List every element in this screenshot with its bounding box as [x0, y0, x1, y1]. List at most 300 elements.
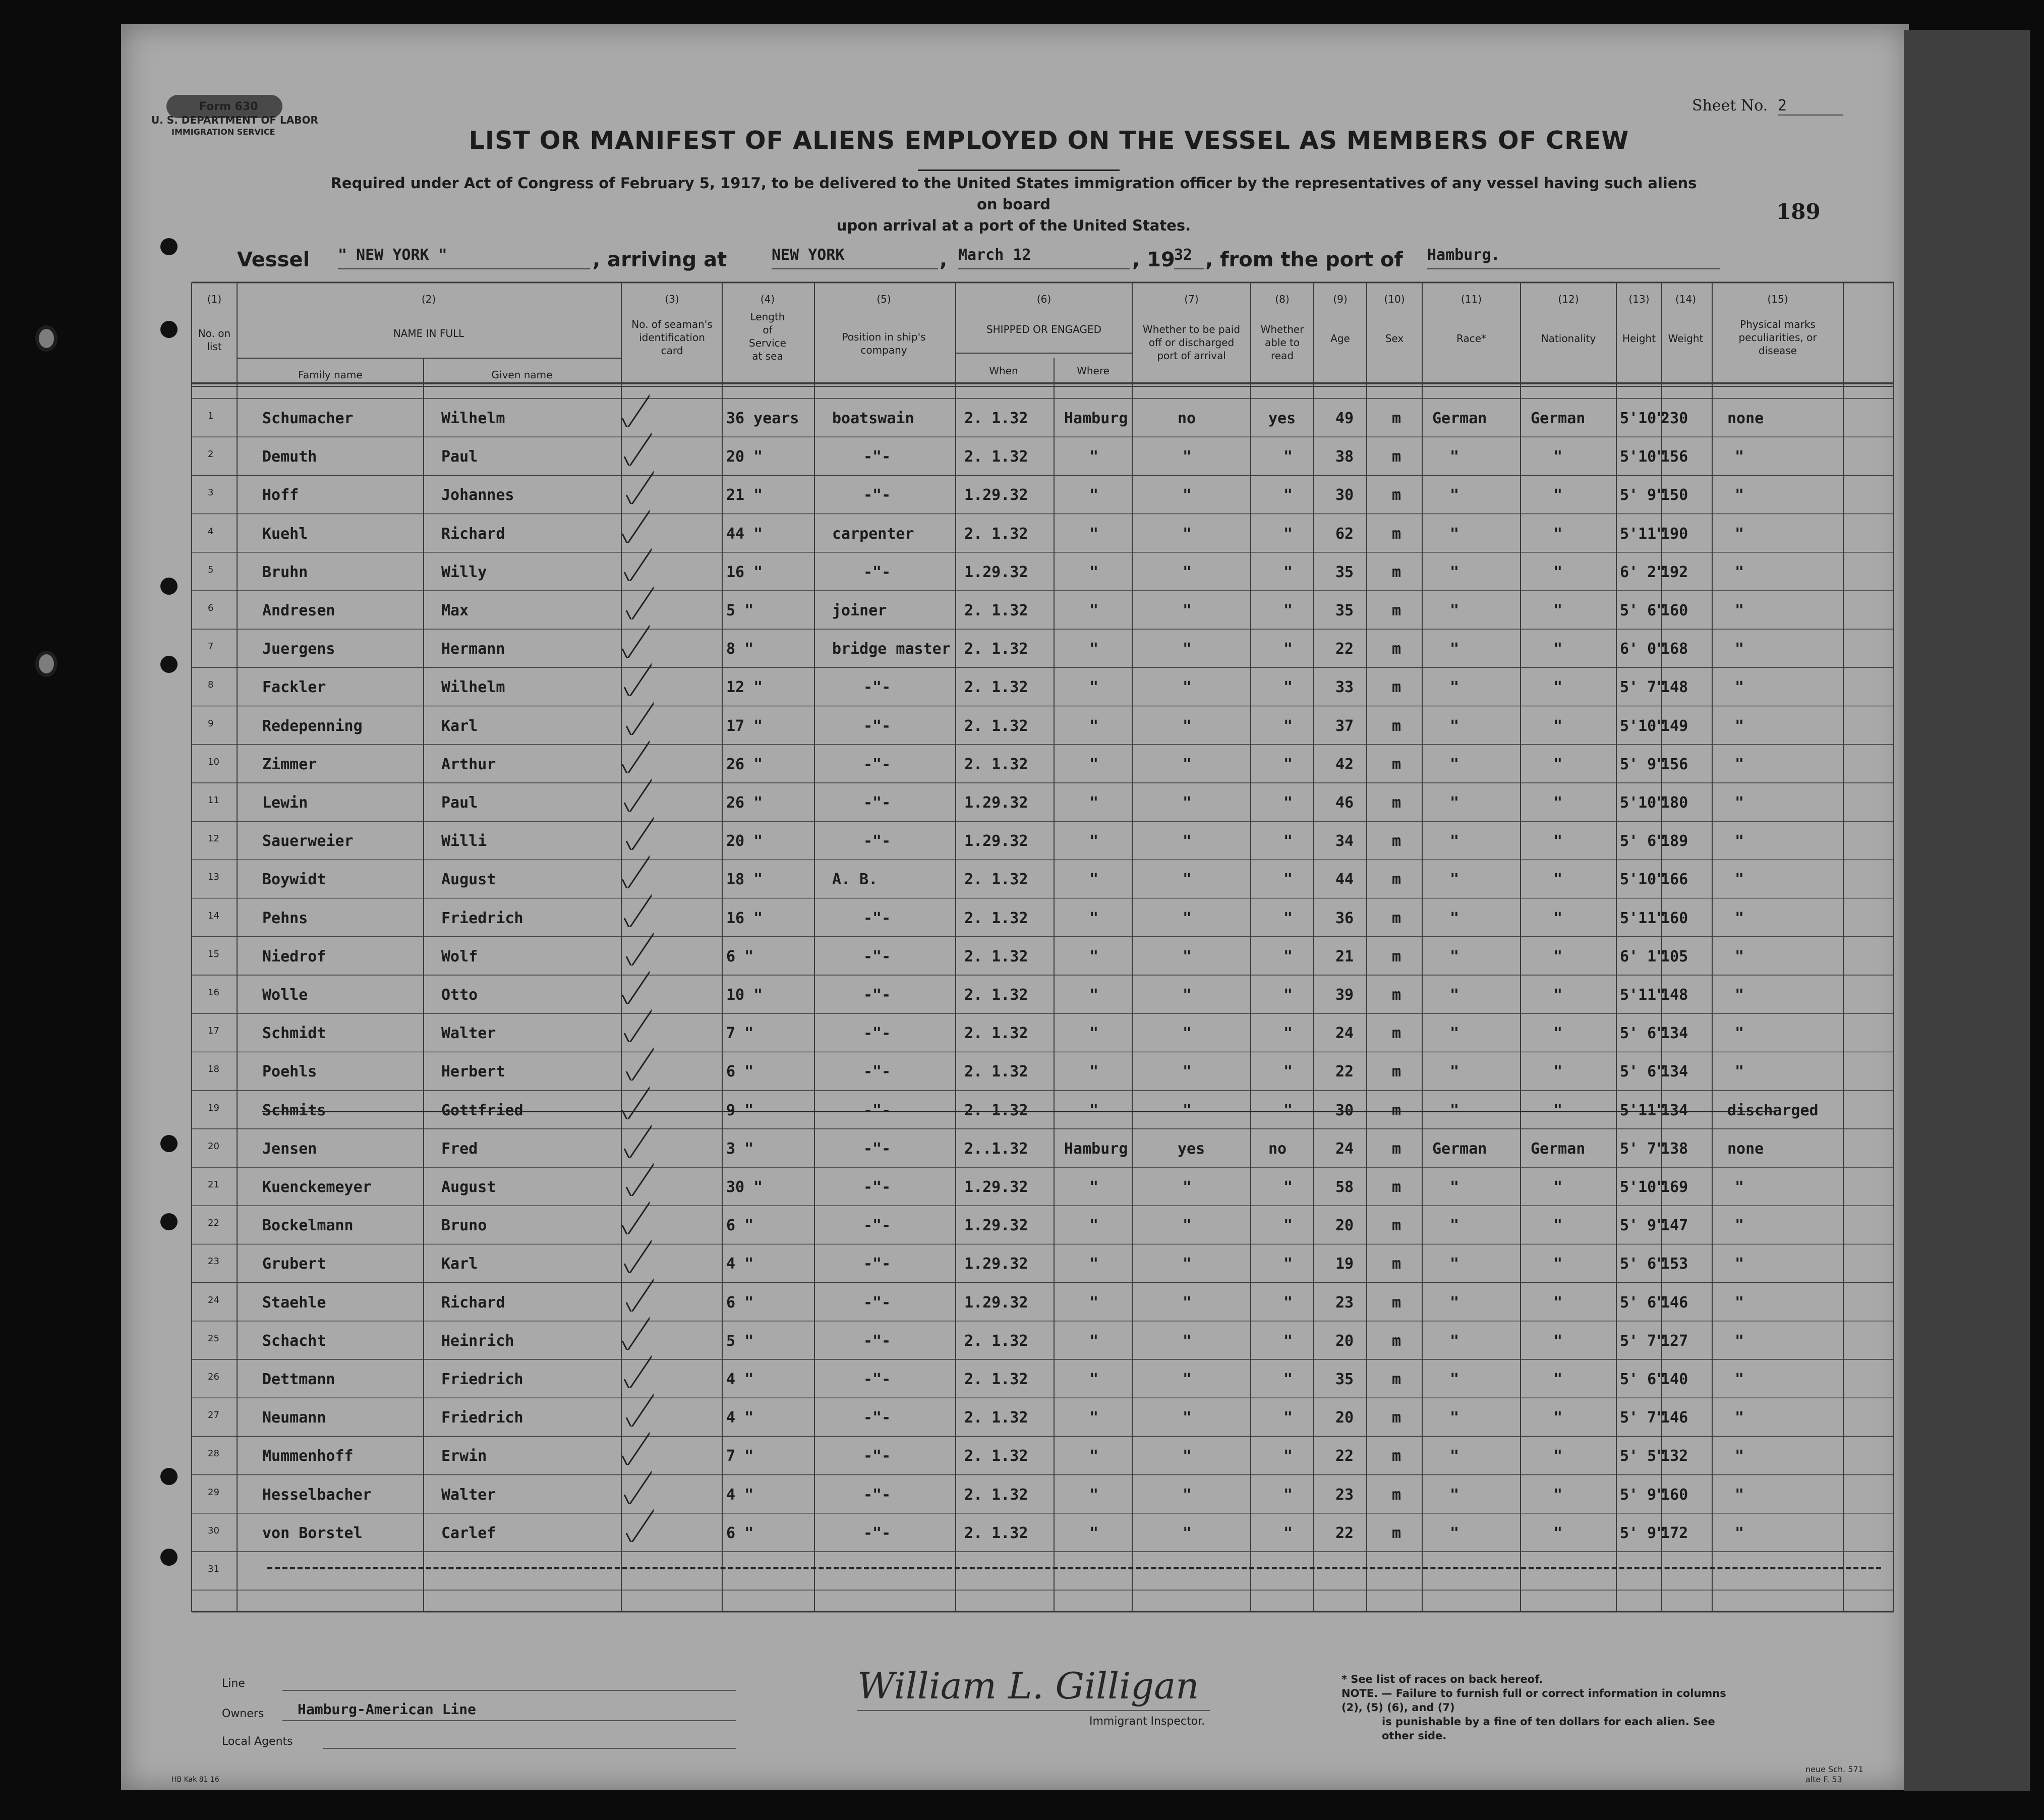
cell-read: " — [1283, 1524, 1293, 1542]
cell-nat: " — [1553, 1101, 1563, 1119]
row-number: 21 — [208, 1179, 219, 1190]
cell-given: Karl — [441, 1255, 478, 1273]
cell-given: Arthur — [441, 755, 496, 773]
stamp-line-1: Form 630 — [199, 100, 258, 113]
header-col15-num: (15) — [1767, 293, 1788, 305]
header-col7-num: (7) — [1184, 293, 1199, 305]
cell-where: " — [1089, 986, 1099, 1004]
check-mark-icon — [621, 1237, 652, 1273]
check-mark-icon — [621, 892, 652, 927]
cell-when: 2. 1.32 — [964, 1101, 1028, 1119]
cell-position: -"- — [863, 1025, 891, 1043]
cell-sex: m — [1392, 986, 1401, 1004]
cell-family: Bruhn — [262, 563, 308, 581]
cell-given: Fred — [441, 1140, 478, 1158]
cell-given: Friedrich — [441, 1371, 523, 1388]
cell-family: Grubert — [262, 1255, 326, 1273]
cell-family: Jensen — [262, 1140, 317, 1158]
cell-given: Richard — [441, 525, 505, 543]
cell-family: Demuth — [262, 448, 317, 466]
cell-height: 5' 7" — [1620, 678, 1666, 697]
cell-paid: " — [1183, 1371, 1192, 1388]
cell-weight: 160 — [1661, 1486, 1688, 1504]
cell-race: " — [1450, 1255, 1459, 1273]
cell-marks: " — [1735, 909, 1744, 927]
check-mark-icon — [621, 1468, 652, 1504]
cell-position: -"- — [863, 1447, 891, 1465]
cell-read: " — [1283, 640, 1293, 658]
cell-marks: " — [1735, 986, 1744, 1004]
cell-where: " — [1089, 1486, 1099, 1504]
header-col4-num: (4) — [760, 293, 775, 305]
cell-family: Kuenckemeyer — [262, 1178, 372, 1196]
cell-weight: 166 — [1661, 871, 1688, 889]
cell-service: 18 " — [726, 871, 763, 889]
cell-height: 5' 7" — [1620, 1409, 1666, 1427]
cell-read: " — [1283, 1025, 1293, 1043]
cell-marks: " — [1735, 486, 1744, 504]
header-col11-num: (11) — [1461, 293, 1482, 305]
cell-sex: m — [1392, 448, 1401, 466]
strikethrough-line — [262, 1111, 1775, 1112]
cell-family: von Borstel — [262, 1524, 363, 1542]
cell-height: 5'10" — [1620, 717, 1666, 735]
cell-family: Schmits — [262, 1101, 326, 1119]
cell-when: 1.29.32 — [964, 486, 1028, 504]
header-col5-num: (5) — [877, 293, 891, 305]
cell-position: -"- — [863, 486, 891, 504]
check-mark-icon — [621, 430, 652, 466]
check-mark-icon — [623, 1161, 654, 1196]
cell-sex: m — [1392, 1025, 1401, 1043]
local-agents-field — [323, 1748, 736, 1749]
cell-service: 4 " — [726, 1486, 754, 1504]
header-col6: SHIPPED OR ENGAGED — [986, 323, 1102, 335]
check-mark-icon — [621, 661, 652, 696]
header-col14: Weight — [1668, 332, 1704, 345]
cell-given: Hermann — [441, 640, 505, 658]
row-number: 3 — [208, 487, 214, 498]
cell-read: " — [1283, 1063, 1293, 1081]
cell-age: 22 — [1335, 1447, 1354, 1465]
cell-nat: " — [1553, 1293, 1563, 1312]
cell-position: joiner — [832, 602, 887, 619]
cell-service: 16 " — [726, 563, 763, 581]
cell-read: " — [1283, 909, 1293, 927]
cell-sex: m — [1392, 871, 1401, 889]
cell-nat: " — [1553, 794, 1563, 812]
cell-age: 33 — [1335, 678, 1354, 697]
cell-height: 5'11" — [1620, 909, 1666, 927]
cell-weight: 146 — [1661, 1293, 1688, 1312]
owners-value: Hamburg-American Line — [298, 1701, 477, 1718]
header-col14-num: (14) — [1675, 293, 1697, 305]
header-col10: Sex — [1385, 332, 1404, 345]
cell-sex: m — [1392, 1371, 1401, 1388]
check-mark-icon — [619, 507, 650, 543]
cell-when: 2. 1.32 — [964, 1025, 1028, 1043]
cell-where: " — [1089, 1025, 1099, 1043]
cell-age: 46 — [1335, 794, 1354, 812]
cell-paid: " — [1183, 909, 1192, 927]
cell-where: " — [1089, 1063, 1099, 1081]
row-number: 1 — [208, 411, 214, 421]
cell-position: bridge master — [832, 640, 951, 658]
cell-given: Gottfried — [441, 1101, 523, 1119]
cell-service: 36 years — [726, 410, 799, 427]
cell-paid: " — [1183, 1524, 1192, 1542]
cell-paid: " — [1183, 602, 1192, 619]
cell-sex: m — [1392, 717, 1401, 735]
check-mark-icon — [621, 1353, 652, 1388]
header-col12: Nationality — [1541, 332, 1596, 345]
cell-when: 1.29.32 — [964, 1217, 1028, 1235]
cell-when: 2. 1.32 — [964, 1371, 1028, 1388]
cell-race: " — [1450, 986, 1459, 1004]
arrival-date-field: March 12 — [958, 246, 1130, 269]
cell-nat: " — [1553, 1524, 1563, 1542]
line-label: Line — [222, 1677, 245, 1690]
cell-race: " — [1450, 1178, 1459, 1196]
cell-family: Lewin — [262, 794, 308, 812]
cell-race: " — [1450, 602, 1459, 619]
cell-service: 5 " — [726, 602, 754, 619]
check-mark-icon — [619, 853, 650, 888]
cell-given: Wilhelm — [441, 410, 505, 427]
cell-weight: 134 — [1661, 1063, 1688, 1081]
cell-given: Walter — [441, 1486, 496, 1504]
cell-age: 49 — [1335, 410, 1354, 427]
cell-nat: " — [1553, 1332, 1563, 1350]
cell-weight: 230 — [1661, 410, 1688, 427]
cell-family: Juergens — [262, 640, 335, 658]
cell-marks: " — [1735, 871, 1744, 889]
cell-paid: " — [1183, 486, 1192, 504]
cell-weight: 134 — [1661, 1101, 1688, 1119]
cell-nat: " — [1553, 563, 1563, 581]
cell-race: " — [1450, 1524, 1459, 1542]
cell-read: " — [1283, 1409, 1293, 1427]
header-col1-num: (1) — [207, 293, 222, 305]
cell-nat: " — [1553, 1025, 1563, 1043]
cell-weight: 138 — [1661, 1140, 1688, 1158]
vessel-label: Vessel — [237, 248, 310, 271]
cell-position: -"- — [863, 717, 891, 735]
cell-age: 35 — [1335, 563, 1354, 581]
cell-age: 35 — [1335, 602, 1354, 619]
local-agents-label: Local Agents — [222, 1735, 293, 1748]
cell-given: August — [441, 1178, 496, 1196]
cell-position: -"- — [863, 1063, 891, 1081]
vessel-name-field: " NEW YORK " — [338, 246, 590, 269]
cell-age: 35 — [1335, 1371, 1354, 1388]
cell-paid: " — [1183, 563, 1192, 581]
cell-family: Niedrof — [262, 947, 326, 965]
cell-marks: " — [1735, 1447, 1744, 1465]
cell-where: " — [1089, 678, 1099, 697]
cell-service: 8 " — [726, 640, 754, 658]
cell-when: 2. 1.32 — [964, 1524, 1028, 1542]
cell-read: " — [1283, 1486, 1293, 1504]
cell-nat: " — [1553, 1063, 1563, 1081]
cell-sex: m — [1392, 755, 1401, 773]
cell-position: -"- — [863, 947, 891, 965]
row-number: 6 — [208, 603, 214, 613]
cell-where: " — [1089, 755, 1099, 773]
cell-when: 2. 1.32 — [964, 410, 1028, 427]
cell-weight: 160 — [1661, 909, 1688, 927]
row-number: 2 — [208, 449, 214, 460]
cell-nat: " — [1553, 871, 1563, 889]
cell-age: 30 — [1335, 486, 1354, 504]
cell-given: August — [441, 871, 496, 889]
cell-read: " — [1283, 717, 1293, 735]
cell-when: 2. 1.32 — [964, 755, 1028, 773]
cell-position: -"- — [863, 1217, 891, 1235]
page-number: 189 — [1776, 199, 1821, 224]
header-col3: No. of seaman's identification card — [631, 318, 713, 357]
row-number: 7 — [208, 641, 214, 652]
cell-when: 2. 1.32 — [964, 525, 1028, 543]
stamp-line-2: U. S. DEPARTMENT OF LABOR — [151, 114, 318, 126]
cell-marks: " — [1735, 1371, 1744, 1388]
cell-nat: " — [1553, 755, 1563, 773]
cell-when: 2. 1.32 — [964, 1063, 1028, 1081]
row-number: 5 — [208, 564, 214, 575]
header-col13-num: (13) — [1628, 293, 1650, 305]
check-mark-icon — [621, 776, 652, 812]
cell-read: " — [1283, 871, 1293, 889]
cell-height: 5'10" — [1620, 794, 1666, 812]
header-col2-num: (2) — [421, 293, 436, 305]
cell-height: 5' 6" — [1620, 1025, 1666, 1043]
cell-height: 5' 6" — [1620, 832, 1666, 850]
cell-paid: " — [1183, 640, 1192, 658]
cell-where: " — [1089, 1332, 1099, 1350]
cell-when: 2. 1.32 — [964, 717, 1028, 735]
cell-service: 20 " — [726, 832, 763, 850]
cell-paid: " — [1183, 1178, 1192, 1196]
cell-height: 6' 1" — [1620, 947, 1666, 965]
cell-weight: 148 — [1661, 678, 1688, 697]
row-number: 30 — [208, 1525, 219, 1536]
header-col9-num: (9) — [1333, 293, 1348, 305]
cell-nat: " — [1553, 678, 1563, 697]
cell-position: -"- — [863, 755, 891, 773]
cell-given: Richard — [441, 1293, 505, 1312]
cell-read: " — [1283, 986, 1293, 1004]
cell-family: Bockelmann — [262, 1217, 354, 1235]
cell-age: 23 — [1335, 1293, 1354, 1312]
cell-sex: m — [1392, 640, 1401, 658]
cell-sex: m — [1392, 794, 1401, 812]
cell-service: 7 " — [726, 1025, 754, 1043]
cell-age: 20 — [1335, 1332, 1354, 1350]
cell-height: 5'10" — [1620, 410, 1666, 427]
cell-race: " — [1450, 1486, 1459, 1504]
cell-paid: " — [1183, 871, 1192, 889]
cell-given: Heinrich — [441, 1332, 514, 1350]
cell-weight: 180 — [1661, 794, 1688, 812]
cell-age: 38 — [1335, 448, 1354, 466]
cell-age: 22 — [1335, 640, 1354, 658]
header-col11: Race* — [1456, 332, 1486, 345]
check-mark-icon — [623, 584, 654, 619]
cell-paid: no — [1178, 410, 1196, 427]
cell-race: " — [1450, 640, 1459, 658]
cell-sex: m — [1392, 1255, 1401, 1273]
cell-when: 2. 1.32 — [964, 1409, 1028, 1427]
check-mark-icon — [623, 1391, 654, 1427]
cell-paid: " — [1183, 525, 1192, 543]
row-number: 27 — [208, 1410, 219, 1421]
row-number: 13 — [208, 872, 219, 883]
cell-given: Carlef — [441, 1524, 496, 1542]
cell-family: Redepenning — [262, 717, 363, 735]
cell-weight: 127 — [1661, 1332, 1688, 1350]
cell-nat: " — [1553, 1371, 1563, 1388]
cell-service: 17 " — [726, 717, 763, 735]
cell-family: Boywidt — [262, 871, 326, 889]
cell-weight: 153 — [1661, 1255, 1688, 1273]
cell-paid: " — [1183, 1255, 1192, 1273]
cell-marks: " — [1735, 1063, 1744, 1081]
cell-where: " — [1089, 1217, 1099, 1235]
cell-marks: " — [1735, 678, 1744, 697]
cell-sex: m — [1392, 410, 1401, 427]
cell-paid: " — [1183, 1447, 1192, 1465]
header-col8: Whether able to read — [1260, 323, 1304, 362]
cell-family: Poehls — [262, 1063, 317, 1081]
header-col5: Position in ship's company — [842, 331, 926, 356]
check-mark-icon — [619, 738, 650, 773]
cell-family: Schmidt — [262, 1025, 326, 1043]
cell-position: boatswain — [832, 410, 914, 427]
row-number: 28 — [208, 1448, 219, 1459]
cell-sex: m — [1392, 1524, 1401, 1542]
cell-paid: " — [1183, 1063, 1192, 1081]
cell-marks: " — [1735, 1332, 1744, 1350]
cell-position: -"- — [863, 986, 891, 1004]
cell-family: Kuehl — [262, 525, 308, 543]
cell-weight: 140 — [1661, 1371, 1688, 1388]
cell-race: " — [1450, 755, 1459, 773]
cell-height: 5' 7" — [1620, 1332, 1666, 1350]
cell-paid: " — [1183, 947, 1192, 965]
header-col10-num: (10) — [1384, 293, 1405, 305]
sheet-number-value: 2 — [1778, 97, 1843, 116]
row-number: 14 — [208, 910, 219, 921]
cell-sex: m — [1392, 1293, 1401, 1312]
owners-field — [282, 1720, 736, 1721]
cell-marks: " — [1735, 755, 1744, 773]
check-mark-icon — [619, 1315, 650, 1350]
check-mark-icon — [623, 1045, 654, 1080]
sheet-number-label: Sheet No. — [1692, 97, 1768, 115]
cell-marks: " — [1735, 947, 1744, 965]
cell-marks: " — [1735, 602, 1744, 619]
cell-height: 5'11" — [1620, 1101, 1666, 1119]
header-col7: Whether to be paid off or discharged port of arrival — [1142, 323, 1241, 362]
header-col13: Height — [1622, 332, 1656, 345]
cell-race: " — [1450, 1063, 1459, 1081]
cell-marks: " — [1735, 525, 1744, 543]
cell-read: " — [1283, 563, 1293, 581]
cell-sex: m — [1392, 947, 1401, 965]
immigrant-inspector-label: Immigrant Inspector. — [1089, 1715, 1205, 1728]
cell-height: 5' 9" — [1620, 1217, 1666, 1235]
cell-nat: German — [1531, 1140, 1586, 1158]
cell-age: 58 — [1335, 1178, 1354, 1196]
cell-where: " — [1089, 1409, 1099, 1427]
cell-sex: m — [1392, 909, 1401, 927]
cell-where: " — [1089, 909, 1099, 927]
cell-paid: " — [1183, 1217, 1192, 1235]
cell-family: Fackler — [262, 678, 326, 697]
cell-nat: " — [1553, 448, 1563, 466]
cell-sex: m — [1392, 602, 1401, 619]
row-number: 25 — [208, 1333, 219, 1344]
cell-nat: " — [1553, 602, 1563, 619]
cell-service: 30 " — [726, 1178, 763, 1196]
row-number: 12 — [208, 833, 219, 844]
cell-read: " — [1283, 1371, 1293, 1388]
cell-read: " — [1283, 1101, 1293, 1119]
cell-when: 2. 1.32 — [964, 1486, 1028, 1504]
row-number: 10 — [208, 756, 219, 767]
vessel-line: Vessel " NEW YORK " , arriving at NEW YORK , March 12 , 19 32 , from the port of Hamburg. — [237, 246, 1800, 276]
cell-race: German — [1432, 1140, 1487, 1158]
header-col2: NAME IN FULL — [393, 327, 464, 339]
cell-paid: " — [1183, 1025, 1192, 1043]
cell-marks: " — [1735, 1025, 1744, 1043]
cell-race: " — [1450, 525, 1459, 543]
cell-when: 1.29.32 — [964, 563, 1028, 581]
subtitle-line-1: Required under Act of Congress of February 5, 1917, to be delivered to the United States immigration officer by the representatives of any vessel having such aliens on board — [330, 175, 1697, 213]
cell-given: Max — [441, 602, 469, 619]
cell-given: Friedrich — [441, 909, 523, 927]
cell-when: 2. 1.32 — [964, 1332, 1028, 1350]
cell-service: 6 " — [726, 1293, 754, 1312]
cell-family: Dettmann — [262, 1371, 335, 1388]
cell-read: " — [1283, 832, 1293, 850]
cell-where: " — [1089, 1101, 1099, 1119]
cell-nat: " — [1553, 909, 1563, 927]
cell-marks: " — [1735, 640, 1744, 658]
cell-age: 34 — [1335, 832, 1354, 850]
check-mark-icon — [623, 930, 654, 965]
cell-service: 21 " — [726, 486, 763, 504]
check-mark-icon — [621, 1007, 652, 1042]
cell-weight: 192 — [1661, 563, 1688, 581]
cell-marks: none — [1727, 410, 1764, 427]
cell-when: 1.29.32 — [964, 1178, 1028, 1196]
header-col2b: Given name — [491, 369, 553, 381]
cell-age: 19 — [1335, 1255, 1354, 1273]
row-number: 23 — [208, 1256, 219, 1267]
cell-position: A. B. — [832, 871, 878, 889]
cell-read: " — [1283, 678, 1293, 697]
cell-marks: " — [1735, 794, 1744, 812]
cell-service: 12 " — [726, 678, 763, 697]
cell-height: 5' 6" — [1620, 1293, 1666, 1312]
cell-weight: 134 — [1661, 1025, 1688, 1043]
cell-race: " — [1450, 1447, 1459, 1465]
row-number: 16 — [208, 987, 219, 998]
cell-height: 5' 9" — [1620, 1486, 1666, 1504]
header-col9: Age — [1330, 332, 1350, 345]
check-mark-icon — [619, 1084, 650, 1119]
